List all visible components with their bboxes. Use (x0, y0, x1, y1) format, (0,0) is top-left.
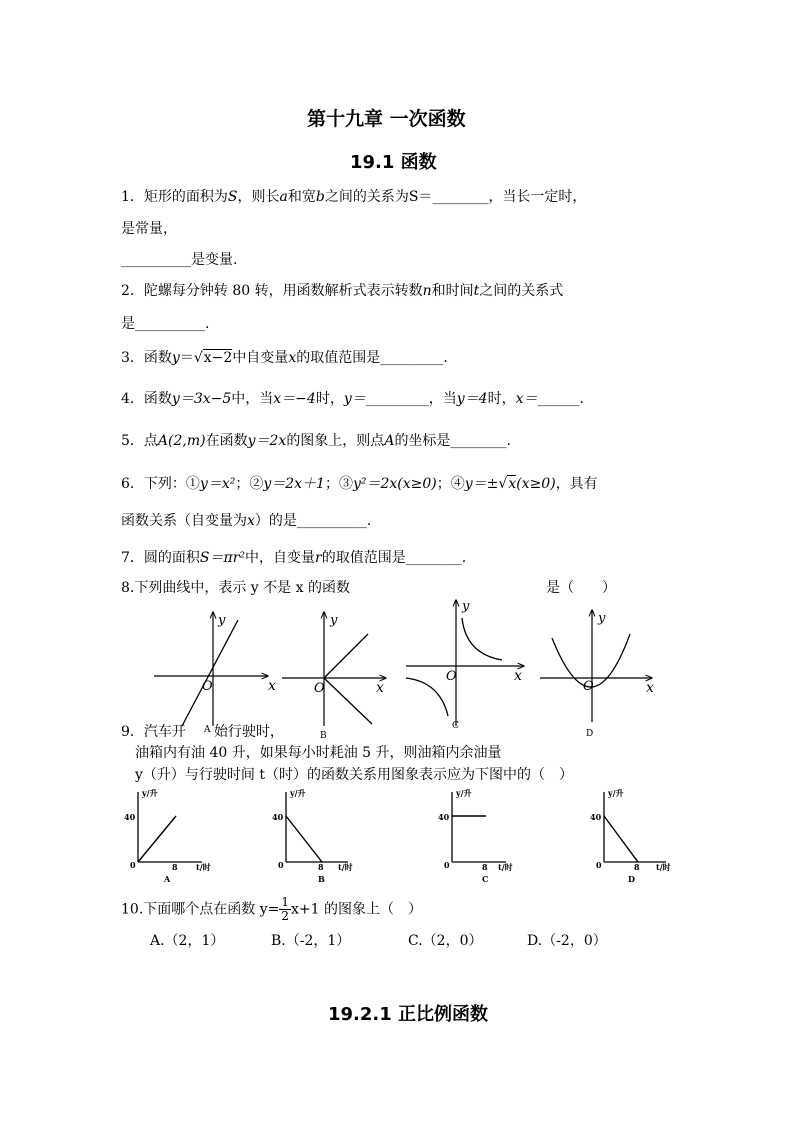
question-5: 5．点A(2,m)在函数y＝2x的图象上，则点A的坐标是________. (121, 433, 511, 449)
y-axis-label: y (462, 599, 470, 614)
section-title: 19.1 函数 (350, 152, 437, 173)
question-8-stem: 8.下列曲线中，表示 y 不是 x 的函数 (121, 580, 350, 596)
graph-d-label: D (628, 874, 635, 884)
x-axis-label: t/时 (656, 862, 671, 872)
graph-a-label: A (164, 874, 171, 884)
x-axis-label: x (514, 668, 522, 684)
y-40-label: 40 (438, 812, 450, 822)
y-axis-label: y/升 (456, 788, 472, 798)
x-axis-label: t/时 (338, 862, 353, 872)
graph-d (540, 610, 654, 738)
graph-b-label: B (318, 874, 325, 884)
question-10-option-a: A.（2，1） (150, 933, 225, 949)
graph-b-line (286, 816, 322, 862)
x-axis-label: x (268, 678, 276, 694)
question-6-line-2: 函数关系（自变量为x）的是__________. (121, 513, 372, 529)
answer-blank: ________ (405, 550, 462, 566)
answer-blank: ________ (432, 189, 489, 205)
graph-c-branch-lower (406, 678, 448, 716)
graph-b-ray-down (324, 678, 372, 724)
question-7: 7．圆的面积S＝πr²中，自变量r的取值范围是________. (121, 550, 467, 566)
origin-label: O (583, 679, 594, 694)
fuel-graph-d (590, 788, 671, 884)
question-1-line-3: __________是变量. (121, 252, 238, 268)
x-axis-label: x (646, 680, 654, 696)
chapter-title: 第十九章 一次函数 (307, 108, 466, 130)
graph-c (406, 599, 524, 731)
y-axis-label: y/升 (608, 788, 624, 798)
question-9-line-3: y（升）与行驶时间 t（时）的函数关系用图象表示应为下图中的（ ） (135, 767, 573, 783)
answer-blank: _________ (365, 391, 429, 407)
answer-blank: __________ (135, 316, 205, 332)
x-8-label: 8 (172, 862, 178, 872)
sqrt-sign: √ (193, 350, 203, 366)
answer-blank: __________ (296, 513, 367, 529)
y-40-label: 40 (124, 812, 136, 822)
question-1-line-1: 1．矩形的面积为S，则长a和宽b之间的关系为S＝________，当长一定时， (121, 189, 587, 205)
y-axis-label: y/升 (142, 788, 158, 798)
x-8-label: 8 (318, 862, 324, 872)
graph-d-label: D (586, 729, 594, 738)
fuel-graph-b (272, 788, 353, 884)
answer-blank: _________ (380, 350, 444, 366)
origin-label: O (314, 681, 325, 696)
graph-a-line (138, 816, 176, 862)
section2-title: 19.2.1 正比例函数 (328, 1004, 489, 1025)
question-2-line-1: 2．陀螺每分钟转 80 转，用函数解析式表示转数n和时间t之间的关系式 (121, 283, 564, 299)
y-axis-label: y (598, 611, 606, 626)
x-axis-label: t/时 (196, 862, 211, 872)
graph-c-branch-upper (462, 618, 502, 660)
x-axis-label: t/时 (498, 862, 513, 872)
x-8-label: 8 (482, 862, 488, 872)
y-40-label: 40 (272, 812, 284, 822)
origin-label: 0 (278, 860, 284, 870)
origin-label: O (202, 679, 213, 694)
x-8-label: 8 (634, 862, 640, 872)
graph-a-line (182, 620, 238, 726)
y-40-label: 40 (590, 812, 602, 822)
graph-c-label: C (482, 874, 489, 884)
question-9-line-2: 油箱内有油 40 升，如果每小时耗油 5 升，则油箱内余油量 (135, 745, 502, 761)
question-9-line-1: 9．汽车开 始行驶时， (121, 724, 284, 740)
question-9-graphs (110, 784, 690, 892)
question-4: 4．函数y＝3x−5中，当x＝−4时，y＝_________，当y＝4时，x＝______. (121, 391, 584, 407)
x-axis-label: x (376, 680, 384, 696)
fuel-graph-a (124, 788, 211, 884)
origin-label: 0 (444, 860, 450, 870)
fraction-one-half: $\frac{1}{2}$ (281, 895, 289, 923)
origin-label: 0 (596, 860, 602, 870)
question-1-line-2: 是常量， (121, 221, 177, 237)
question-10-option-c: C.（2，0） (408, 933, 483, 949)
origin-label: O (446, 669, 457, 684)
question-8-choice-bracket: 是（ ） (546, 580, 616, 596)
question-6-line-1: 6．下列：①y＝x²；②y＝2x＋1；③y²＝2x(x≥0)；④y＝±√x(x≥0)，具有 (121, 476, 598, 492)
graph-a-label: A (204, 725, 211, 735)
y-axis-label: y (218, 613, 226, 628)
graph-a (154, 612, 276, 735)
graph-b-label: B (320, 731, 327, 738)
answer-blank: ________ (450, 433, 507, 449)
graph-b (282, 612, 386, 738)
origin-label: 0 (130, 860, 136, 870)
y-axis-label: y/升 (290, 788, 306, 798)
question-8-graphs (140, 598, 680, 738)
answer-blank: __________ (121, 252, 191, 268)
question-10-option-b: B.（-2，1） (271, 933, 351, 949)
question-10-option-d: D.（-2，0） (527, 933, 607, 949)
graph-c-label: C (452, 721, 459, 731)
y-axis-label: y (330, 613, 338, 628)
question-2-line-2: 是__________. (121, 316, 210, 332)
graph-b-ray-up (324, 634, 368, 678)
question-3: 3．函数y＝√x−2中自变量x的取值范围是_________. (121, 350, 448, 366)
answer-blank: ______ (537, 391, 580, 407)
sqrt-sign: √ (498, 476, 508, 492)
question-10: 10.下面哪个点在函数 y= $\frac{1}{2}$ x+1 的图象上（ ） (121, 895, 422, 923)
graph-d-line (604, 816, 638, 862)
fuel-graph-c (438, 788, 513, 884)
